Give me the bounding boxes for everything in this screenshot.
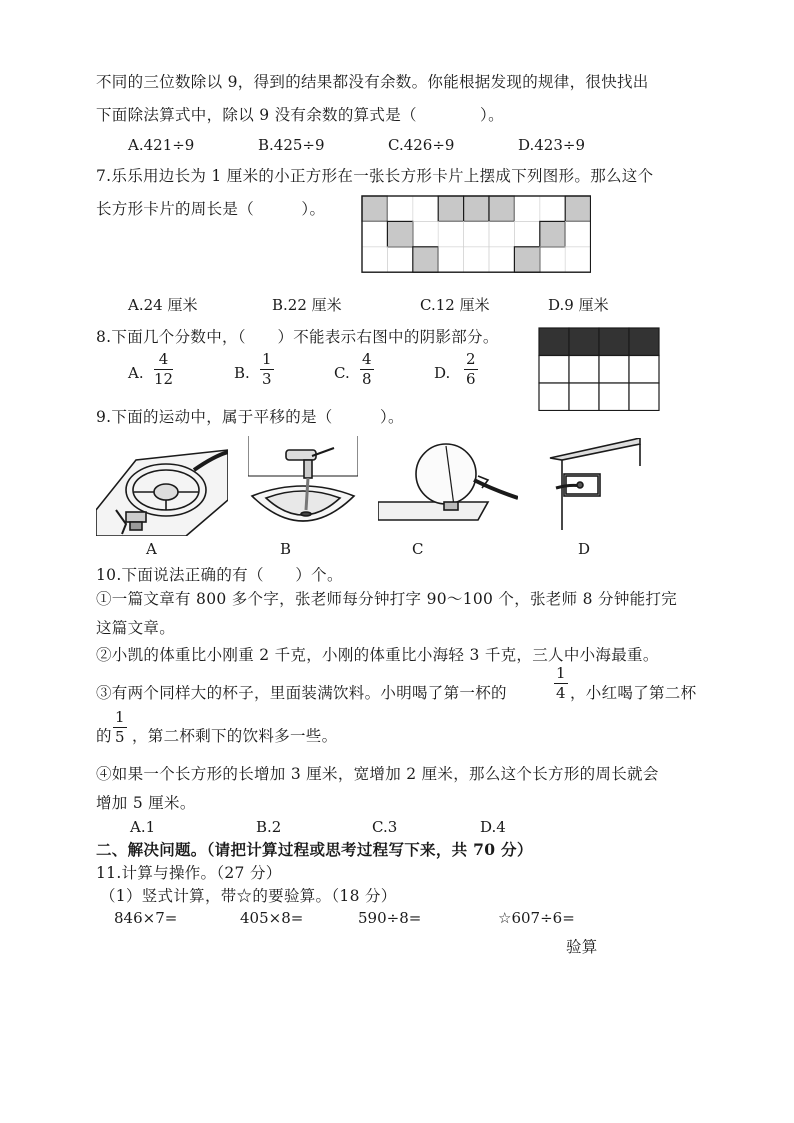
q8-stem: 8.下面几个分数中，（ ）不能表示右图中的阴影部分。 [96,328,499,346]
q8-option-d-letter: D. [434,364,451,382]
q7-grid-cell [565,221,590,246]
q10-frac2-denominator: 5 [115,728,125,746]
calc-4-verify: ☆607÷6= [498,909,575,927]
q7-grid-cell [362,247,387,272]
q8-d-numerator: 2 [466,350,476,368]
q7-grid-cell [540,247,565,272]
q7-shaded-square [489,196,514,221]
q10-statement-4a: ④如果一个长方形的长增加 3 厘米，宽增加 2 厘米，那么这个长方形的周长就会 [96,765,659,783]
calc-1: 846×7= [114,909,178,927]
q6-option-c: C.426÷9 [388,136,455,154]
q8-grid-cell [629,383,659,411]
q6-stem-line1: 不同的三位数除以 9，得到的结果都没有余数。你能根据发现的规律，很快找出 [96,73,649,91]
q7-shaded-square [464,196,489,221]
q8-option-c-letter: C. [334,364,350,382]
calc-2: 405×8= [240,909,304,927]
q8-option-a-letter: A. [128,364,144,382]
q10-option-a: A.1 [130,818,156,836]
q8-shaded-cell [539,328,569,356]
q7-shaded-square [438,196,463,221]
q7-option-d: D.9 厘米 [548,296,609,314]
q6-option-b: B.425÷9 [258,136,325,154]
q7-grid-cell [565,247,590,272]
q8-grid-svg [538,327,660,411]
q7-stem-line1: 7.乐乐用边长为 1 厘米的小正方形在一张长方形卡片上摆成下列图形。那么这个 [96,167,654,185]
q8-option-c-fraction [360,352,374,387]
q6-option-d: D.423÷9 [518,136,586,154]
q8-grid-cell [539,383,569,411]
section2-title: 二、解决问题。（请把计算过程或思考过程写下来，共 70 分） [96,840,533,859]
q9-label-a: A [146,540,157,558]
q7-grid-cell [464,221,489,246]
steering-wheel-icon [96,440,228,536]
q8-a-denominator: 12 [154,370,174,388]
q10-statement-1b: 这篇文章。 [96,619,176,637]
q8-option-b-letter: B. [234,364,250,382]
q9-label-c: C [412,540,424,558]
q7-grid-cell [489,221,514,246]
q7-stem-line2: 长方形卡片的周长是（ ）。 [96,200,326,218]
q10-fraction-one-fourth [554,666,568,701]
q10-statement-3a: ③有两个同样大的杯子，里面装满饮料。小明喝了第一杯的 [96,684,507,702]
drawer-icon [548,438,642,530]
q7-option-b: B.22 厘米 [272,296,342,314]
q8-shaded-cell [599,328,629,356]
q7-grid-cell [489,247,514,272]
q10-option-b: B.2 [256,818,282,836]
q7-grid-cell [362,221,387,246]
q11-title: 11.计算与操作。（27 分） [96,864,282,882]
q10-frac1-denominator: 4 [556,684,566,702]
q7-shaded-square [565,196,590,221]
q8-fraction-grid [538,327,660,411]
q8-grid-cell [599,356,629,384]
q7-square-figure [361,195,591,273]
verify-label: 验算 [566,938,598,956]
q7-grid-cell [438,247,463,272]
q8-d-denominator: 6 [466,370,476,388]
q8-grid-cell [539,356,569,384]
q10-statement-3a-tail: ，小红喝了第二杯 [570,684,697,702]
q11-sub1-title: （1）竖式计算，带☆的要验算。（18 分） [100,887,397,905]
q10-frac2-numerator: 1 [115,708,125,726]
q7-grid-cell [464,247,489,272]
q7-grid-cell [514,196,539,221]
q10-statement-3b-head: 的 [96,727,112,745]
q7-grid-svg [361,195,591,273]
q7-option-a: A.24 厘米 [128,296,198,314]
q8-option-b-fraction [260,352,274,387]
q8-c-denominator: 8 [362,370,372,388]
q9-label-b: B [280,540,292,558]
q7-grid-cell [413,196,438,221]
q10-fraction-one-fifth [113,710,127,745]
pendulum-clock-icon [378,440,518,526]
q7-grid-cell [514,221,539,246]
q9-label-d: D [578,540,591,558]
q8-grid-cell [629,356,659,384]
q8-option-d-fraction [464,352,478,387]
q8-b-denominator: 3 [262,370,272,388]
q7-option-c: C.12 厘米 [420,296,490,314]
q10-statement-4b: 增加 5 厘米。 [96,794,196,812]
q7-grid-cell [438,221,463,246]
q8-shaded-cell [629,328,659,356]
faucet-icon [248,436,358,536]
q7-shaded-square [514,247,539,272]
q7-shaded-square [413,247,438,272]
q7-grid-cell [387,196,412,221]
q7-grid-cell [540,196,565,221]
q8-shaded-cell [569,328,599,356]
q8-grid-cell [569,383,599,411]
q9-stem: 9.下面的运动中，属于平移的是（ ）。 [96,408,404,426]
q10-statement-1a: ①一篇文章有 800 多个字，张老师每分钟打字 90～100 个，张老师 8 分钟能打完 [96,590,678,608]
q10-statement-2: ②小凯的体重比小刚重 2 千克，小刚的体重比小海轻 3 千克，三人中小海最重。 [96,646,659,664]
q7-shaded-square [387,221,412,246]
q10-statement-3b-tail: ，第二杯剩下的饮料多一些。 [132,727,338,745]
q10-stem: 10.下面说法正确的有（ ）个。 [96,566,343,584]
q6-stem-line2: 下面除法算式中，除以 9 没有余数的算式是（ ）。 [96,106,504,124]
q8-grid-cell [599,383,629,411]
q10-frac1-numerator: 1 [556,664,566,682]
q7-shaded-square [362,196,387,221]
q7-grid-cell [387,247,412,272]
q10-option-d: D.4 [480,818,506,836]
q8-grid-cell [569,356,599,384]
q8-a-numerator: 4 [154,352,173,370]
q7-shaded-square [540,221,565,246]
q7-grid-cell [413,221,438,246]
q6-option-a: A.421÷9 [128,136,195,154]
q8-b-numerator: 1 [262,350,272,368]
q10-option-c: C.3 [372,818,398,836]
q8-option-a-fraction [154,352,173,387]
calc-3: 590÷8= [358,909,422,927]
q8-c-numerator: 4 [362,350,372,368]
